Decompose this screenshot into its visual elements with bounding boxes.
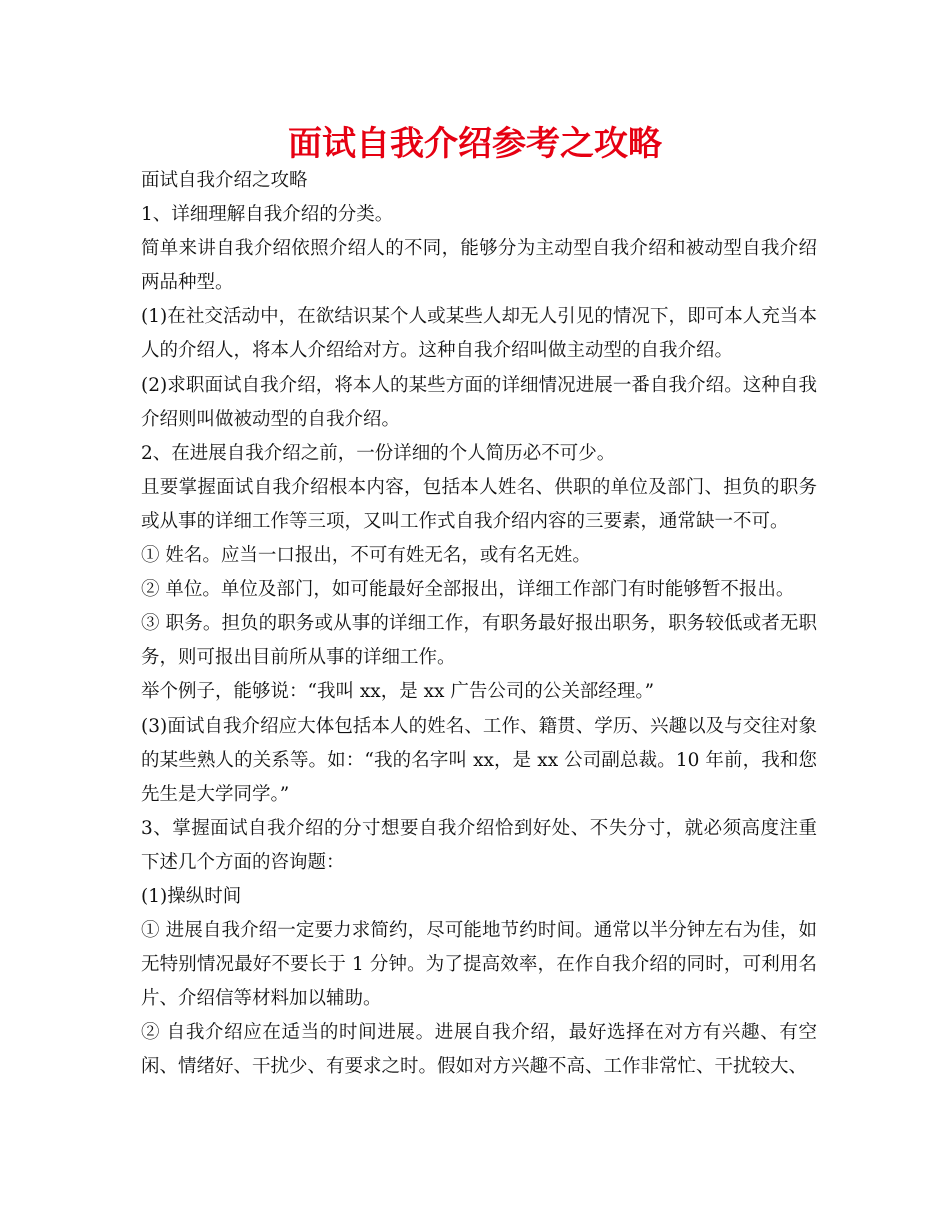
paragraph: ① 进展自我介绍一定要力求简约，尽可能地节约时间。通常以半分钟左右为佳，如无特别情况最好不要长于 1 分钟。为了提高效率，在作自我介绍的同时，可利用名片、介绍信等材料加以辅助。 xyxy=(141,920,817,1010)
paragraph: 2、在进展自我介绍之前，一份详细的个人简历必不可少。 xyxy=(141,442,616,464)
paragraph: 举个例子，能够说：“我叫 xx，是 xx 广告公司的公关部经理。” xyxy=(141,681,655,703)
paragraph: 面试自我介绍之攻略 xyxy=(141,170,308,191)
paragraph: ② 自我介绍应在适当的时间进展。进展自我介绍，最好选择在对方有兴趣、有空闲、情绪好、干扰少、有要求之时。假如对方兴趣不高、工作非常忙、干扰较大、 xyxy=(141,1022,817,1078)
paragraph: 3、掌握面试自我介绍的分寸想要自我介绍恰到好处、不失分寸，就必须高度注重下述几个方面的咨询题： xyxy=(141,817,817,873)
paragraph: (3)面试自我介绍应大体包括本人的姓名、工作、籍贯、学历、兴趣以及与交往对象的某些熟人的关系等。如：“我的名字叫 xx，是 xx 公司副总裁。10 年前，我和您先生是大学同学。” xyxy=(141,715,817,805)
paragraph: 且要掌握面试自我介绍根本内容，包括本人姓名、供职的单位及部门、担负的职务或从事的详细工作等三项，又叫工作式自我介绍内容的三要素，通常缺一不可。 xyxy=(141,476,817,532)
paragraph: (1)操纵时间 xyxy=(141,885,242,907)
paragraph: 1、详细理解自我介绍的分类。 xyxy=(141,204,394,226)
paragraph: (1)在社交活动中，在欲结识某个人或某些人却无人引见的情况下，即可本人充当本人的介绍人，将本人介绍给对方。这种自我介绍叫做主动型的自我介绍。 xyxy=(141,306,817,362)
paragraph: ① 姓名。应当一口报出，不可有姓无名，或有名无姓。 xyxy=(141,545,591,567)
paragraph: 简单来讲自我介绍依照介绍人的不同，能够分为主动型自我介绍和被动型自我介绍两品种型。 xyxy=(141,238,817,294)
paragraph: (2)求职面试自我介绍，将本人的某些方面的详细情况进展一番自我介绍。这种自我介绍则叫做被动型的自我介绍。 xyxy=(141,374,817,430)
document-title: 面试自我介绍参考之攻略 xyxy=(288,124,662,164)
paragraph: ② 单位。单位及部门，如可能最好全部报出，详细工作部门有时能够暂不报出。 xyxy=(141,579,795,601)
paragraph: ③ 职务。担负的职务或从事的详细工作，有职务最好报出职务，职务较低或者无职务，则可报出目前所从事的详细工作。 xyxy=(141,613,817,669)
document-body xyxy=(141,164,817,1085)
